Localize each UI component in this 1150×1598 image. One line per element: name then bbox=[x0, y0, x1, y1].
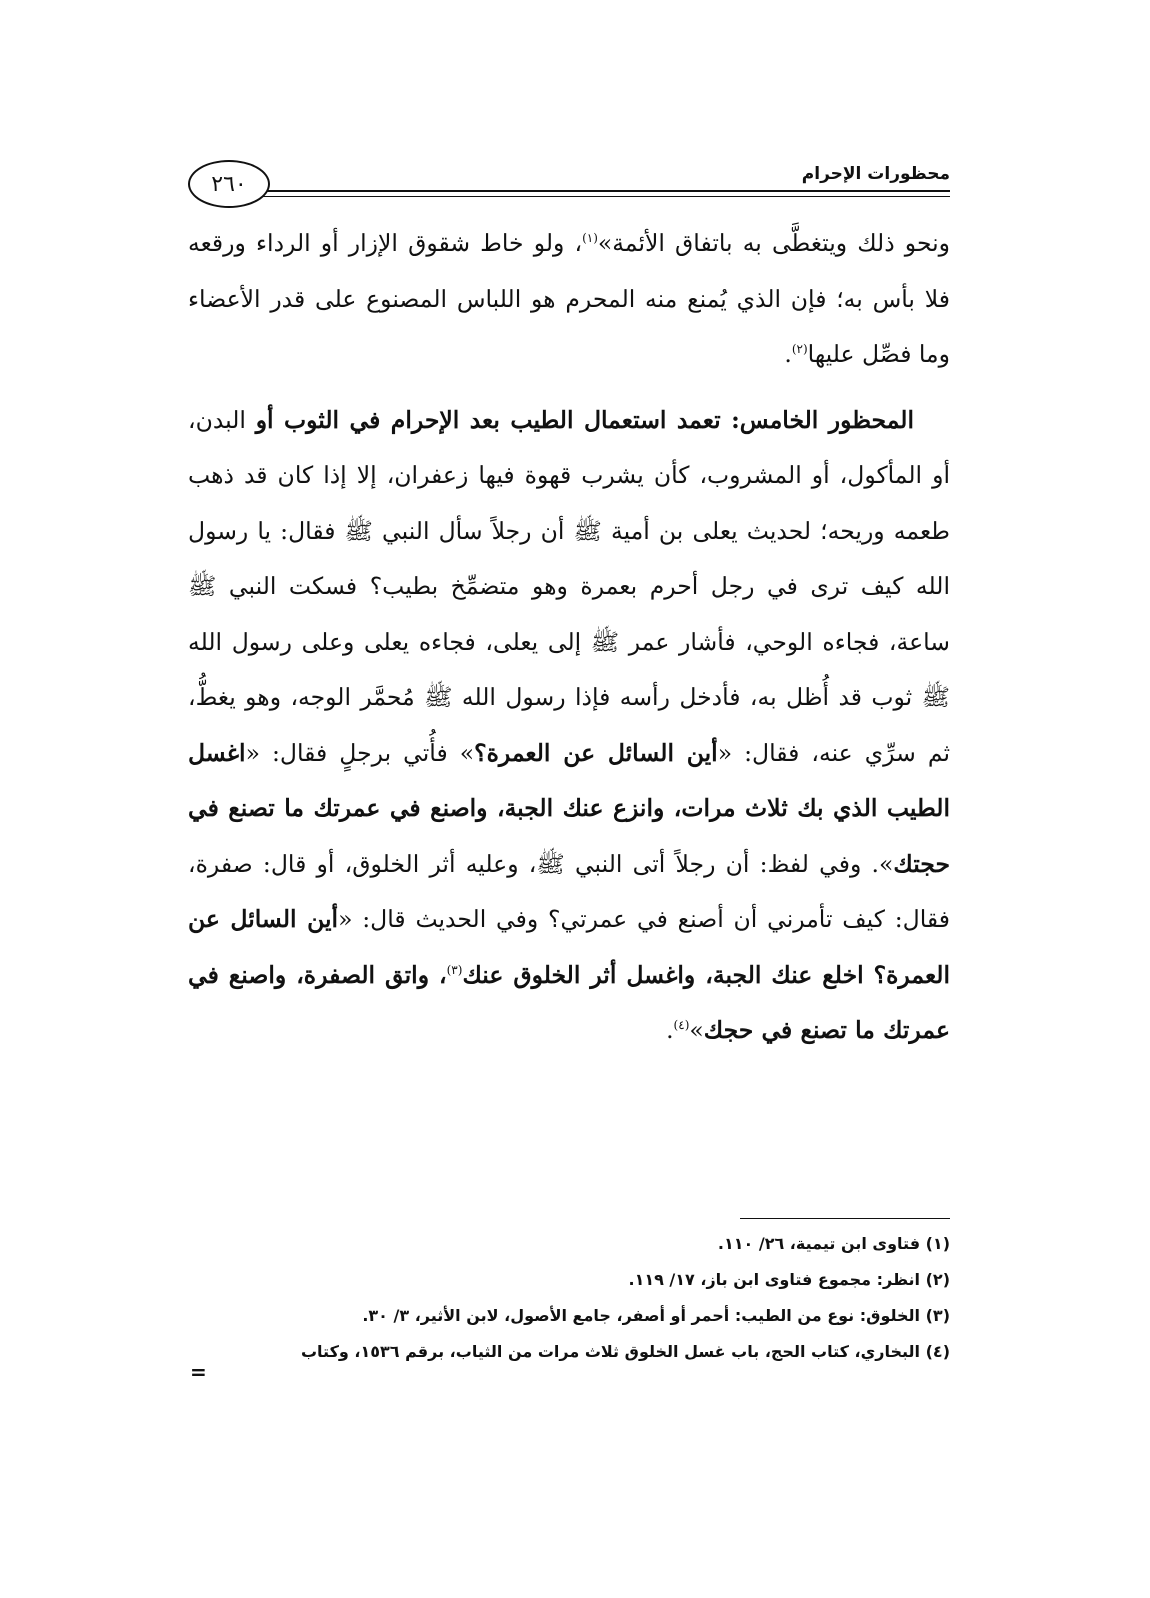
footnote-ref-1: (١) bbox=[582, 231, 598, 246]
page-number: ٢٦٠ bbox=[188, 160, 270, 208]
footnote-1: (١) فتاوى ابن تيمية، ٢٦/ ١١٠. bbox=[717, 1234, 950, 1253]
footnote-2: (٢) انظر: مجموع فتاوى ابن باز، ١٧/ ١١٩. bbox=[628, 1270, 950, 1289]
p2-text-3: ». وفي لفظ: أن رجلاً أتى النبي ﷺ، وعليه أثر الخلوق، أو قال: صفرة، فقال: كيف تأمرني أن أصنع في عمرتي؟ وفي الحديث قال: « bbox=[188, 849, 950, 933]
p2-text-1: البدن، أو المأكول، أو المشروب، كأن يشرب قهوة فيها زعفران، إلا إذا كان قد ذهب طعمه وريحه؛ لحديث يعلى بن أمية ﷺ أن رجلاً سأل النبي ﷺ فقال: يا رسول الله كيف ترى في رجل أحرم بعمرة وهو متضمِّخ بطيب؟ فسكت النبي ﷺ ساعة، فجاءه الوحي، فأشار عمر ﷺ إلى يعلى، فجاءه يعلى وعلى رسول الله ﷺ ثوب قد أُظل به، فأدخل رأسه فإذا رسول الله ﷺ مُحمَّر الوجه، وهو يغطُّ، ثم سرِّي عنه، فقال: « bbox=[188, 405, 950, 767]
continuation-mark: = bbox=[190, 1360, 207, 1384]
paragraph-1 bbox=[188, 216, 950, 383]
p2-text-5: . bbox=[666, 1016, 674, 1044]
footnote-ref-3: (٣) bbox=[446, 962, 463, 977]
running-title: محظورات الإحرام bbox=[801, 164, 950, 184]
footnote-separator bbox=[740, 1218, 950, 1219]
footnotes bbox=[188, 1226, 950, 1370]
p2-text-4: » bbox=[689, 1016, 704, 1044]
footnote-4: (٤) البخاري، كتاب الحج، باب غسل الخلوق ثلاث مرات من الثياب، برقم ١٥٣٦، وكتاب bbox=[300, 1342, 950, 1361]
p1-text-b: ، ولو خاط شقوق الإزار أو الرداء ورقعه فلا بأس به؛ فإن الذي يُمنع منه المحرم هو اللباس المصنوع على قدر الأعضاء وما فصِّل عليها bbox=[188, 229, 950, 368]
p1-text-a: ونحو ذلك ويتغطَّى به باتفاق الأئمة» bbox=[597, 229, 951, 257]
footnote-ref-4: (٤) bbox=[673, 1018, 690, 1033]
main-text bbox=[188, 216, 950, 1059]
footnote-3: (٣) الخلوق: نوع من الطيب: أحمر أو أصفر، جامع الأصول، لابن الأثير، ٣/ ٣٠. bbox=[362, 1306, 950, 1325]
section-heading: المحظور الخامس: تعمد استعمال الطيب بعد الإحرام في الثوب أو bbox=[255, 405, 914, 434]
paragraph-2 bbox=[188, 393, 950, 1059]
p1-text-c: . bbox=[784, 340, 792, 368]
hadith-quote-4: ، واتق الصفرة، واصنع في عمرتك ما تصنع في حجك bbox=[188, 960, 950, 1044]
hadith-quote-3: أين السائل عن العمرة؟ اخلع عنك الجبة، واغسل أثر الخلوق عنك bbox=[188, 905, 950, 989]
header-rule bbox=[258, 190, 950, 197]
p2-text-2: » فأُتي برجلٍ فقال: « bbox=[245, 738, 475, 767]
hadith-quote-2: اغسل الطيب الذي بك ثلاث مرات، وانزع عنك الجبة، واصنع في عمرتك ما تصنع في حجتك bbox=[188, 738, 950, 878]
hadith-quote-1: أين السائل عن العمرة؟ bbox=[474, 738, 718, 767]
page-header bbox=[188, 160, 950, 210]
footnote-ref-2: (٢) bbox=[791, 342, 808, 357]
